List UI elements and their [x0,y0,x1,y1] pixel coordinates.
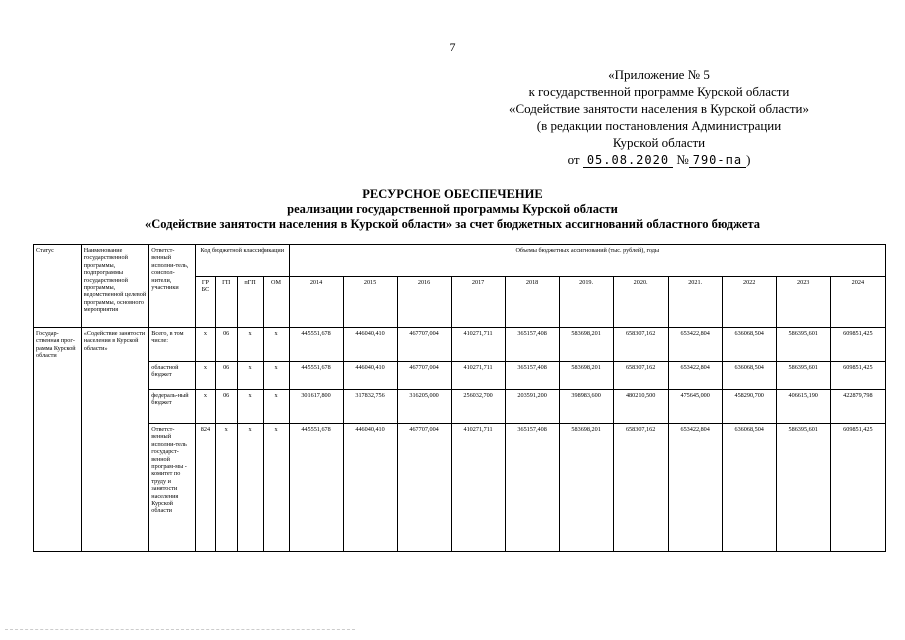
value-cell: 653422,804 [668,328,722,362]
value-cell: 609851,425 [830,328,885,362]
header-om: ОМ [263,276,289,327]
value-cell: 410271,711 [451,362,505,390]
value-cell: 467707,004 [397,362,451,390]
resource-table [33,244,886,552]
value-cell: 583698,201 [559,362,613,390]
appendix-date-line [479,151,839,169]
value-cell: 446040,410 [343,424,397,552]
value-cell: 653422,804 [668,362,722,390]
value-cell: 609851,425 [830,424,885,552]
appendix-line-4: (в редакции постановления Администрации [536,118,782,133]
gp-cell: 06 [215,328,237,362]
value-cell: 586395,601 [776,424,830,552]
om-cell: x [263,390,289,424]
value-cell: 301617,800 [289,390,343,424]
header-year: 2016 [397,276,451,327]
status-cell: Государ-ственная прог-рамма Курской области [34,328,82,552]
header-year: 2021. [668,276,722,327]
appendix-line-2: к государственной программе Курской области [528,84,790,99]
title-line-3: «Содействие занятости населения в Курской области» за счет бюджетных ассигнований областного бюджета [144,217,761,231]
appendix-line-5: Курской области [612,135,706,150]
header-code-group: Код бюджетной классификации [196,245,289,277]
gp-cell: x [215,424,237,552]
grbs-cell: x [196,328,216,362]
value-cell: 583698,201 [559,328,613,362]
table-row [34,390,886,424]
header-year: 2018 [505,276,559,327]
header-year: 2022 [722,276,776,327]
value-cell: 586395,601 [776,362,830,390]
value-cell: 410271,711 [451,328,505,362]
value-cell: 458290,700 [722,390,776,424]
om-cell: x [263,328,289,362]
executor-cell: Всего, в том числе: [149,328,196,362]
pgp-cell: x [237,390,263,424]
value-cell: 365157,408 [505,424,559,552]
scan-artifact-divider [5,629,355,630]
value-cell: 583698,201 [559,424,613,552]
header-year: 2015 [343,276,397,327]
value-cell: 445551,678 [289,424,343,552]
page-number: 7 [449,40,456,54]
header-executor: Ответст-венный исполни-тель, соиспол-нители, участники [149,245,196,328]
header-volumes: Объемы бюджетных ассигнований (тыс. рублей), годы [289,245,885,277]
value-cell: 658307,162 [613,362,668,390]
value-cell: 475645,000 [668,390,722,424]
value-cell: 653422,804 [668,424,722,552]
title-line-1: РЕСУРСНОЕ ОБЕСПЕЧЕНИЕ [362,187,543,201]
value-cell: 410271,711 [451,424,505,552]
table-row [34,424,886,552]
value-cell: 636068,504 [722,424,776,552]
header-year: 2024 [830,276,885,327]
value-cell: 422879,798 [830,390,885,424]
executor-cell: федераль-ный бюджет [149,390,196,424]
header-year: 2014 [289,276,343,327]
gp-cell: 06 [215,390,237,424]
date-prefix: от [567,152,580,167]
value-cell: 609851,425 [830,362,885,390]
gp-cell: 06 [215,362,237,390]
appendix-line-1: «Приложение № 5 [608,67,710,82]
header-pgp: пГП [237,276,263,327]
header-grbs: ГР БС [196,276,216,327]
om-cell: x [263,362,289,390]
value-cell: 636068,504 [722,362,776,390]
appendix-line-3: «Содействие занятости населения в Курской области» [508,101,810,116]
grbs-cell: x [196,390,216,424]
date-value: 05.08.2020 [583,153,673,168]
appendix-header [479,66,839,169]
header-year: 2019. [559,276,613,327]
value-cell: 446040,410 [343,362,397,390]
value-cell: 256032,700 [451,390,505,424]
value-cell: 398983,600 [559,390,613,424]
value-cell: 586395,601 [776,328,830,362]
value-cell: 467707,004 [397,328,451,362]
value-cell: 467707,004 [397,424,451,552]
value-cell: 317832,756 [343,390,397,424]
header-year: 2020. [613,276,668,327]
header-row-1 [34,245,886,277]
title-line-2: реализации государственной программы Курской области [287,202,618,216]
value-cell: 445551,678 [289,328,343,362]
executor-cell: областной бюджет [149,362,196,390]
number-prefix: № [676,152,689,167]
value-cell: 445551,678 [289,362,343,390]
document-title [0,187,905,232]
value-cell: 658307,162 [613,424,668,552]
value-cell: 658307,162 [613,328,668,362]
header-status: Статус [34,245,82,328]
table-row [34,362,886,390]
table-row [34,328,886,362]
program-name-cell: «Содействие занятости населения в Курской области» [81,328,149,552]
header-year: 2017 [451,276,505,327]
value-cell: 365157,408 [505,328,559,362]
header-gp: ГП [215,276,237,327]
closing-paren: ) [746,152,751,167]
value-cell: 406615,190 [776,390,830,424]
grbs-cell: x [196,362,216,390]
pgp-cell: x [237,328,263,362]
pgp-cell: x [237,362,263,390]
value-cell: 365157,408 [505,362,559,390]
executor-cell: Ответст-венный исполни-тель государст-венной програм-мы - комитет по труду и занятости населения Курской области [149,424,196,552]
value-cell: 636068,504 [722,328,776,362]
value-cell: 446040,410 [343,328,397,362]
number-value: 790-па [689,153,746,168]
value-cell: 316205,000 [397,390,451,424]
header-name: Наименование государственной программы, подпрограммы государственной программы, ведомственной целевой программы, основного мероприятия [81,245,149,328]
grbs-cell: 824 [196,424,216,552]
om-cell: x [263,424,289,552]
value-cell: 480210,500 [613,390,668,424]
value-cell: 203591,200 [505,390,559,424]
header-year: 2023 [776,276,830,327]
pgp-cell: x [237,424,263,552]
